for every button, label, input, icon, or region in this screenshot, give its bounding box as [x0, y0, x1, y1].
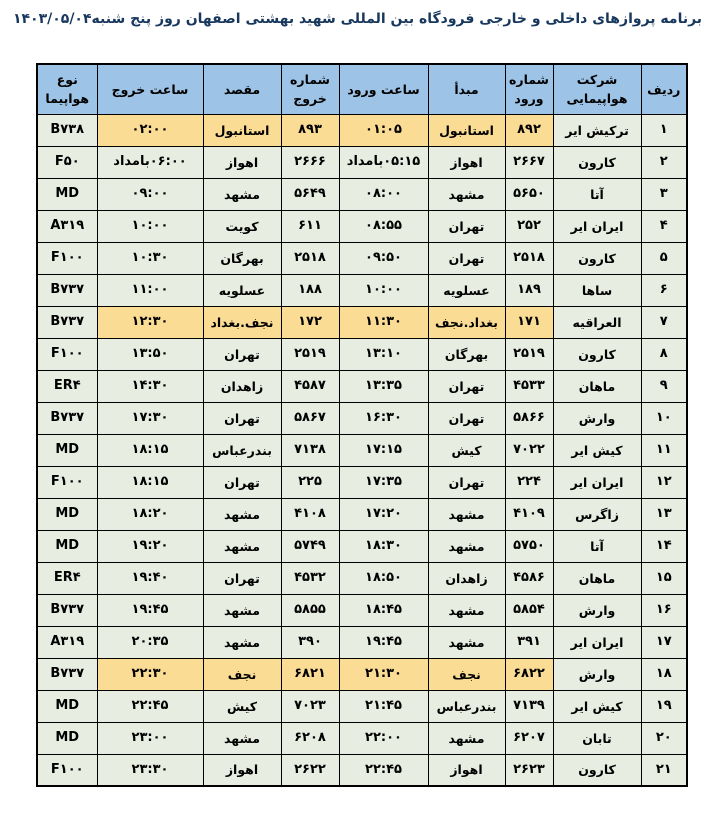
cell-destination: زاهدان: [203, 370, 281, 402]
cell-departure_no: ۴۵۳۲: [281, 562, 339, 594]
table-row: [37, 690, 687, 722]
cell-origin: تهران: [428, 402, 505, 434]
cell-origin: مشهد: [428, 498, 505, 530]
cell-aircraft: F۱۰۰: [37, 242, 97, 274]
cell-departure_no: ۲۵۱۸: [281, 242, 339, 274]
column-header-departure_time: ساعت خروج: [97, 64, 203, 114]
cell-origin: مشهد: [428, 626, 505, 658]
cell-arrival_time: ۱۳:۱۰: [339, 338, 428, 370]
cell-departure_time: ۲۳:۳۰: [97, 754, 203, 786]
cell-departure_time: ۲۳:۰۰: [97, 722, 203, 754]
cell-destination: بهرگان: [203, 242, 281, 274]
cell-departure_no: ۱۷۲: [281, 306, 339, 338]
cell-arrival_no: ۱۷۱: [505, 306, 553, 338]
table-row: [37, 306, 687, 338]
cell-origin: زاهدان: [428, 562, 505, 594]
cell-arrival_time: ۲۱:۴۵: [339, 690, 428, 722]
cell-departure_no: ۳۹۰: [281, 626, 339, 658]
table-row: [37, 178, 687, 210]
column-header-arrival_time: ساعت ورود: [339, 64, 428, 114]
cell-departure_time: ۱۲:۳۰: [97, 306, 203, 338]
cell-aircraft: B۷۳۷: [37, 658, 97, 690]
column-header-origin: مبدأ: [428, 64, 505, 114]
cell-aircraft: B۷۳۷: [37, 594, 97, 626]
cell-departure_no: ۵۸۵۵: [281, 594, 339, 626]
column-header-no: ردیف: [641, 64, 687, 114]
cell-no: ۱۱: [641, 434, 687, 466]
cell-destination: نجف.بغداد: [203, 306, 281, 338]
cell-destination: کیش: [203, 690, 281, 722]
table-row: [37, 658, 687, 690]
cell-airline: آتا: [553, 178, 641, 210]
cell-no: ۱۷: [641, 626, 687, 658]
cell-departure_no: ۲۶۶۶: [281, 146, 339, 178]
table-row: [37, 114, 687, 146]
column-header-airline: شرکت هواپیمایی: [553, 64, 641, 114]
cell-origin: تهران: [428, 210, 505, 242]
table-row: [37, 338, 687, 370]
cell-departure_no: ۸۹۳: [281, 114, 339, 146]
cell-no: ۱۸: [641, 658, 687, 690]
cell-airline: زاگرس: [553, 498, 641, 530]
cell-destination: تهران: [203, 338, 281, 370]
cell-aircraft: ER۴: [37, 562, 97, 594]
cell-arrival_time: ۱۱:۳۰: [339, 306, 428, 338]
header-row: [37, 64, 687, 114]
cell-no: ۳: [641, 178, 687, 210]
cell-departure_time: ۱۹:۲۰: [97, 530, 203, 562]
cell-arrival_time: ۰۱:۰۵: [339, 114, 428, 146]
cell-arrival_time: ۰۵:۱۵بامداد: [339, 146, 428, 178]
cell-aircraft: B۷۳۸: [37, 114, 97, 146]
cell-arrival_time: ۱۷:۳۵: [339, 466, 428, 498]
table-row: [37, 242, 687, 274]
cell-departure_no: ۲۵۱۹: [281, 338, 339, 370]
cell-departure_no: ۴۱۰۸: [281, 498, 339, 530]
cell-departure_no: ۱۸۸: [281, 274, 339, 306]
cell-destination: اهواز: [203, 754, 281, 786]
cell-no: ۶: [641, 274, 687, 306]
cell-airline: ایران ایر: [553, 466, 641, 498]
cell-destination: مشهد: [203, 498, 281, 530]
cell-arrival_time: ۱۸:۴۵: [339, 594, 428, 626]
cell-arrival_time: ۱۶:۳۰: [339, 402, 428, 434]
table-row: [37, 562, 687, 594]
cell-departure_time: ۱۸:۱۵: [97, 434, 203, 466]
cell-departure_time: ۰۲:۰۰: [97, 114, 203, 146]
cell-destination: نجف: [203, 658, 281, 690]
cell-aircraft: B۷۳۷: [37, 306, 97, 338]
cell-arrival_no: ۴۱۰۹: [505, 498, 553, 530]
cell-arrival_time: ۱۷:۱۵: [339, 434, 428, 466]
table-row: [37, 210, 687, 242]
cell-airline: کیش ایر: [553, 434, 641, 466]
cell-arrival_no: ۲۶۶۷: [505, 146, 553, 178]
cell-no: ۲۱: [641, 754, 687, 786]
cell-arrival_time: ۱۸:۳۰: [339, 530, 428, 562]
table-row: [37, 498, 687, 530]
cell-arrival_no: ۲۵۱۸: [505, 242, 553, 274]
cell-aircraft: F۵۰: [37, 146, 97, 178]
cell-aircraft: MD: [37, 498, 97, 530]
cell-departure_no: ۵۷۴۹: [281, 530, 339, 562]
cell-aircraft: B۷۳۷: [37, 274, 97, 306]
cell-arrival_no: ۵۸۵۴: [505, 594, 553, 626]
cell-destination: عسلویه: [203, 274, 281, 306]
table-row: [37, 594, 687, 626]
cell-arrival_no: ۴۵۸۶: [505, 562, 553, 594]
cell-destination: تهران: [203, 466, 281, 498]
cell-aircraft: MD: [37, 530, 97, 562]
cell-arrival_no: ۷۱۳۹: [505, 690, 553, 722]
cell-aircraft: A۳۱۹: [37, 210, 97, 242]
cell-arrival_time: ۱۰:۰۰: [339, 274, 428, 306]
cell-departure_no: ۷۱۳۸: [281, 434, 339, 466]
cell-no: ۷: [641, 306, 687, 338]
cell-aircraft: MD: [37, 434, 97, 466]
cell-destination: مشهد: [203, 626, 281, 658]
table-row: [37, 402, 687, 434]
cell-no: ۱۶: [641, 594, 687, 626]
cell-airline: وارش: [553, 594, 641, 626]
cell-departure_no: ۶۸۲۱: [281, 658, 339, 690]
cell-arrival_time: ۰۸:۰۰: [339, 178, 428, 210]
cell-no: ۱: [641, 114, 687, 146]
cell-airline: ماهان: [553, 370, 641, 402]
cell-origin: کیش: [428, 434, 505, 466]
cell-destination: بندرعباس: [203, 434, 281, 466]
cell-arrival_time: ۰۸:۵۵: [339, 210, 428, 242]
flight-schedule-table-wrap: [36, 63, 686, 787]
cell-origin: مشهد: [428, 530, 505, 562]
cell-no: ۱۰: [641, 402, 687, 434]
cell-aircraft: B۷۳۷: [37, 402, 97, 434]
cell-aircraft: F۱۰۰: [37, 338, 97, 370]
table-row: [37, 370, 687, 402]
table-row: [37, 434, 687, 466]
cell-airline: آتا: [553, 530, 641, 562]
cell-departure_no: ۶۲۰۸: [281, 722, 339, 754]
cell-destination: مشهد: [203, 178, 281, 210]
cell-arrival_no: ۲۵۱۹: [505, 338, 553, 370]
cell-departure_time: ۱۷:۳۰: [97, 402, 203, 434]
cell-departure_time: ۱۰:۳۰: [97, 242, 203, 274]
cell-origin: اهواز: [428, 754, 505, 786]
cell-arrival_no: ۴۵۳۳: [505, 370, 553, 402]
cell-arrival_time: ۲۲:۰۰: [339, 722, 428, 754]
cell-origin: بهرگان: [428, 338, 505, 370]
cell-departure_no: ۲۶۲۲: [281, 754, 339, 786]
cell-departure_no: ۴۵۸۷: [281, 370, 339, 402]
cell-no: ۲: [641, 146, 687, 178]
cell-departure_time: ۰۹:۰۰: [97, 178, 203, 210]
cell-departure_time: ۱۳:۵۰: [97, 338, 203, 370]
cell-airline: ماهان: [553, 562, 641, 594]
cell-departure_no: ۷۰۲۳: [281, 690, 339, 722]
cell-destination: تهران: [203, 402, 281, 434]
cell-airline: کارون: [553, 146, 641, 178]
table-row: [37, 274, 687, 306]
cell-aircraft: A۳۱۹: [37, 626, 97, 658]
cell-airline: کارون: [553, 338, 641, 370]
cell-no: ۱۴: [641, 530, 687, 562]
cell-origin: بغداد.نجف: [428, 306, 505, 338]
cell-aircraft: MD: [37, 178, 97, 210]
cell-departure_time: ۱۰:۰۰: [97, 210, 203, 242]
cell-arrival_no: ۳۹۱: [505, 626, 553, 658]
cell-airline: ایران ایر: [553, 626, 641, 658]
cell-arrival_no: ۶۲۰۷: [505, 722, 553, 754]
cell-arrival_time: ۱۷:۲۰: [339, 498, 428, 530]
table-row: [37, 530, 687, 562]
cell-destination: کویت: [203, 210, 281, 242]
table-row: [37, 626, 687, 658]
cell-departure_no: ۶۱۱: [281, 210, 339, 242]
table-header: [37, 64, 687, 114]
cell-departure_no: ۵۸۶۷: [281, 402, 339, 434]
cell-arrival_no: ۵۶۵۰: [505, 178, 553, 210]
cell-no: ۲۰: [641, 722, 687, 754]
cell-destination: تهران: [203, 562, 281, 594]
cell-arrival_no: ۵۷۵۰: [505, 530, 553, 562]
cell-origin: نجف: [428, 658, 505, 690]
column-header-departure_no: شماره خروج: [281, 64, 339, 114]
cell-arrival_no: ۲۶۲۳: [505, 754, 553, 786]
cell-airline: وارش: [553, 658, 641, 690]
cell-departure_time: ۱۸:۲۰: [97, 498, 203, 530]
table-row: [37, 146, 687, 178]
cell-arrival_no: ۵۸۶۶: [505, 402, 553, 434]
cell-arrival_no: ۲۲۴: [505, 466, 553, 498]
cell-arrival_no: ۱۸۹: [505, 274, 553, 306]
cell-arrival_time: ۲۱:۳۰: [339, 658, 428, 690]
cell-departure_time: ۱۱:۰۰: [97, 274, 203, 306]
page-title: برنامه پروازهای داخلی و خارجی فرودگاه بین المللی شهید بهشتی اصفهان روز پنج شنبه۱۴۰۳/۰۵/۰۴: [12, 11, 703, 27]
cell-airline: العراقیه: [553, 306, 641, 338]
column-header-destination: مقصد: [203, 64, 281, 114]
cell-no: ۱۹: [641, 690, 687, 722]
cell-departure_no: ۵۶۴۹: [281, 178, 339, 210]
cell-no: ۴: [641, 210, 687, 242]
cell-airline: تابان: [553, 722, 641, 754]
cell-no: ۱۳: [641, 498, 687, 530]
cell-origin: عسلویه: [428, 274, 505, 306]
cell-airline: کارون: [553, 754, 641, 786]
cell-destination: مشهد: [203, 722, 281, 754]
cell-arrival_no: ۲۵۲: [505, 210, 553, 242]
table-row: [37, 754, 687, 786]
cell-arrival_no: ۸۹۲: [505, 114, 553, 146]
cell-departure_time: ۰۶:۰۰بامداد: [97, 146, 203, 178]
cell-aircraft: F۱۰۰: [37, 754, 97, 786]
table-body: [37, 114, 687, 786]
cell-arrival_time: ۱۹:۴۵: [339, 626, 428, 658]
cell-departure_time: ۱۴:۳۰: [97, 370, 203, 402]
table-row: [37, 722, 687, 754]
cell-airline: ساها: [553, 274, 641, 306]
column-header-arrival_no: شماره ورود: [505, 64, 553, 114]
cell-departure_time: ۲۰:۳۵: [97, 626, 203, 658]
cell-no: ۵: [641, 242, 687, 274]
cell-origin: تهران: [428, 242, 505, 274]
cell-departure_time: ۱۸:۱۵: [97, 466, 203, 498]
cell-arrival_time: ۰۹:۵۰: [339, 242, 428, 274]
cell-origin: تهران: [428, 370, 505, 402]
cell-departure_time: ۲۲:۳۰: [97, 658, 203, 690]
cell-no: ۱۵: [641, 562, 687, 594]
flight-schedule-table: [36, 63, 688, 787]
cell-destination: مشهد: [203, 530, 281, 562]
cell-destination: اهواز: [203, 146, 281, 178]
cell-arrival_time: ۱۳:۳۵: [339, 370, 428, 402]
cell-airline: کیش ایر: [553, 690, 641, 722]
cell-destination: استانبول: [203, 114, 281, 146]
column-header-aircraft: نوع هواپیما: [37, 64, 97, 114]
cell-origin: بندرعباس: [428, 690, 505, 722]
cell-arrival_time: ۲۲:۴۵: [339, 754, 428, 786]
cell-origin: اهواز: [428, 146, 505, 178]
cell-no: ۸: [641, 338, 687, 370]
cell-aircraft: F۱۰۰: [37, 466, 97, 498]
cell-no: ۹: [641, 370, 687, 402]
cell-airline: ترکیش ایر: [553, 114, 641, 146]
cell-departure_time: ۱۹:۴۵: [97, 594, 203, 626]
cell-origin: مشهد: [428, 178, 505, 210]
cell-origin: مشهد: [428, 594, 505, 626]
cell-departure_no: ۲۲۵: [281, 466, 339, 498]
cell-airline: ایران ایر: [553, 210, 641, 242]
cell-origin: مشهد: [428, 722, 505, 754]
cell-airline: وارش: [553, 402, 641, 434]
cell-arrival_no: ۶۸۲۲: [505, 658, 553, 690]
cell-aircraft: MD: [37, 690, 97, 722]
cell-departure_time: ۱۹:۴۰: [97, 562, 203, 594]
cell-departure_time: ۲۲:۴۵: [97, 690, 203, 722]
cell-aircraft: MD: [37, 722, 97, 754]
table-row: [37, 466, 687, 498]
cell-airline: کارون: [553, 242, 641, 274]
cell-no: ۱۲: [641, 466, 687, 498]
cell-destination: مشهد: [203, 594, 281, 626]
cell-origin: استانبول: [428, 114, 505, 146]
cell-origin: تهران: [428, 466, 505, 498]
cell-aircraft: ER۴: [37, 370, 97, 402]
cell-arrival_no: ۷۰۲۲: [505, 434, 553, 466]
cell-arrival_time: ۱۸:۵۰: [339, 562, 428, 594]
